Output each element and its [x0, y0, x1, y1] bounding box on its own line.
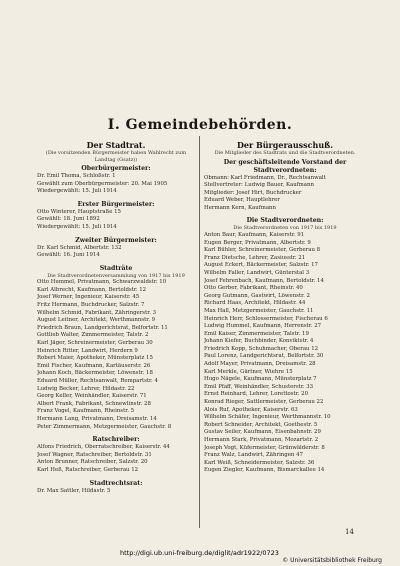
- page-number: 14: [345, 528, 354, 536]
- footer-url[interactable]: http://digi.ub.uni-freiburg.de/diglit/adr1922/0723: [120, 549, 279, 557]
- entry-line: Richard Haas, Architekt, Hildastr. 44: [204, 300, 306, 307]
- left-sections: [37, 165, 195, 498]
- entry-line: Robert Maier, Apotheker, Münsterplatz 15: [37, 355, 153, 362]
- entry-line: Adolf Mayer, Privatmann, Dreisamstr. 28: [204, 361, 316, 368]
- entry-line: Hermann Lang, Privatmann, Dreisamstr. 14: [37, 415, 157, 422]
- entry-line: Johann Kiefer, Buchbinder, Konviktstr. 4: [204, 338, 314, 345]
- entry-line: Robert Schneider, Architekt, Goethestr. 5: [204, 421, 318, 428]
- entry-line: Karl Merkle, Gärtner, Wiehre 15: [204, 368, 293, 375]
- entry-line: Anton Brunner, Ratschreiber, Salzstr. 20: [37, 459, 148, 466]
- section-heading: Zweiter Bürgermeister:: [75, 236, 157, 244]
- section-heading: Die Stadtverordneten:: [246, 217, 324, 225]
- entry-line: Karl Weiß, Schneidermeister, Salzstr. 36: [204, 459, 315, 466]
- entry-line: Georg Gutmann, Gastwirt, Löwenstr. 2: [204, 292, 310, 299]
- section-heading: Oberbürgermeister:: [81, 165, 151, 172]
- entry-line: Georg Keller, Weinhändler, Kaiserstr. 71: [37, 393, 147, 400]
- entry-line: Gewählt: 18. Juni 1892: [37, 216, 100, 223]
- right-column-heading: Der Bürgerausschuß.: [236, 140, 334, 150]
- entry-line: Gewählt: 16. Juni 1914: [37, 252, 100, 259]
- section: [204, 217, 366, 478]
- entry-line: Anton Baur, Kaufmann, Kaiserstr. 91: [204, 231, 305, 238]
- section: [37, 237, 195, 263]
- entry-line: Heinrich Ritter, Landwirt, Herdern 9: [37, 347, 138, 354]
- entry-line: Alfons Friedrich, Oberratschreiber, Kaiserstr. 44: [37, 444, 170, 451]
- entry-line: Josef Wagner, Ratschreiber, Bertoldstr. 31: [37, 451, 152, 458]
- section: [37, 436, 195, 477]
- entry-line: Ludwig Becker, Lehrer, Hildastr. 22: [37, 385, 135, 392]
- entry-line: Obmann: Karl Friedmann, Dr., Rechtsanwalt: [204, 174, 326, 181]
- entry-line: Karl Jäger, Schreinermeister, Gerberau 30: [37, 340, 153, 346]
- entry-line: Hermann Kern, Kaufmann: [204, 204, 276, 211]
- entry-line: Emil Kaiser, Zimmermeister, Talstr. 19: [204, 330, 309, 337]
- entry-line: Paul Lorenz, Landgerichtsrat, Belfortstr. 30: [204, 353, 324, 360]
- entry-line: Otto Hummel, Privatmann, Schwarzwaldstr. 10: [37, 279, 167, 286]
- left-column: [37, 140, 195, 498]
- entry-line: Wilhelm Schmid, Fabrikant, Zähringerstr. 3: [37, 309, 157, 316]
- entry-line: Wiedergewählt: 15. Juli 1914: [37, 223, 117, 230]
- section-heading: Ratschreiber:: [92, 436, 140, 444]
- entry-line: Peter Zimmermann, Metzgermeister, Gauchstr. 8: [37, 423, 172, 430]
- entry-line: Friedrich Braun, Landgerichtsrat, Belfortstr. 11: [37, 324, 168, 331]
- footer-copyright: © Universitätsbibliothek Freiburg: [282, 557, 382, 564]
- section-heading: Stadträte: [99, 264, 133, 272]
- right-column: [204, 140, 366, 478]
- entry-line: Eduard Müller, Rechtsanwalt, Rempartstr. 4: [37, 377, 158, 384]
- left-column-note: (Die vorsitzenden Bürgermeister haben Wahlrecht zum Landtag (Gsatz)): [45, 150, 187, 163]
- entry-line: Karl Bühler, Schreinermeister, Gerberau 8: [204, 247, 321, 254]
- entry-line: Konrad Rieger, Sattlermeister, Gerberau 22: [204, 399, 324, 406]
- entry-line: Gottlieb Walter, Zimmermeister, Talstr. 2: [37, 332, 149, 339]
- section-subtitle: Die Stadtverordneten von 1917 bis 1919: [233, 225, 337, 232]
- page-title: I. Gemeindebehörden.: [107, 117, 293, 133]
- entry-line: Wilhelm Schäfer, Ingenieur, Werthmannstr. 10: [204, 414, 331, 421]
- entry-line: Otto Gerber, Fabrikant, Rheinstr. 40: [204, 285, 303, 292]
- left-column-heading: Der Stadtrat.: [86, 140, 146, 150]
- section: [37, 165, 195, 199]
- section: [37, 480, 195, 499]
- entry-line: Karl Albrecht, Kaufmann, Bertoldstr. 12: [37, 286, 147, 293]
- entry-line: Max Hall, Metzgermeister, Gauchstr. 11: [204, 307, 314, 314]
- entry-line: Wilhelm Faller, Landwirt, Günterstal 3: [204, 269, 310, 276]
- entry-line: Stellvertreter: Ludwig Bauer, Kaufmann: [204, 182, 314, 189]
- entry-line: Mitglieder: Josef Hirt, Buchdrucker: [204, 189, 302, 196]
- entry-line: Alois Ruf, Apotheker, Kaiserstr. 63: [204, 406, 298, 413]
- entry-line: Gustav Seiler, Kaufmann, Eisenbahnstr. 29: [204, 429, 321, 436]
- entry-line: Eugen Ziegler, Kaufmann, Bismarckallee 14: [204, 467, 325, 474]
- entry-line: Josef Werner, Ingenieur, Kaiserstr. 45: [37, 294, 140, 301]
- section: [204, 159, 366, 216]
- entry-line: Friedrich Kopp, Schuhmacher, Oberau 12: [204, 345, 319, 352]
- section-subtitle: Die Stadtverordnetenversammlung von 1917 bis 1919: [47, 272, 185, 279]
- entry-line: Otto Winterer, Hauptstraße 15: [37, 208, 121, 215]
- entry-line: Dr. Karl Schmid, Albertstr. 132: [37, 244, 122, 251]
- right-sections: [204, 159, 366, 478]
- section: [37, 265, 195, 434]
- entry-line: Emil Pfaff, Weinhändler, Schusterstr. 33: [204, 383, 314, 390]
- entry-line: Wiedergewählt: 15. Juli 1914: [37, 188, 117, 195]
- entry-line: Emil Fischer, Kaufmann, Kartäuserstr. 26: [37, 362, 151, 369]
- entry-line: Johann Koch, Bäckermeister, Löwenstr. 18: [37, 370, 153, 377]
- entry-line: Heinrich Herr, Schlossermeister, Fischerau 6: [204, 315, 328, 322]
- entry-line: Dr. Emil Thoma, Schloßstr. 1: [37, 173, 116, 179]
- entry-line: Albert Frank, Fabrikant, Schnewlinstr. 28: [37, 400, 151, 407]
- entry-line: Franz Dietsche, Lehrer, Zasiusstr. 21: [204, 254, 306, 261]
- entry-line: August Eckert, Bäckermeister, Salzstr. 17: [204, 262, 318, 269]
- section-heading: Stadtrechtsrat:: [89, 479, 143, 487]
- entry-line: Eugen Berger, Privatmann, Albertstr. 9: [204, 239, 311, 246]
- entry-line: Franz Vogel, Kaufmann, Rheinstr. 5: [37, 408, 135, 415]
- entry-line: Ernst Reinhard, Lehrer, Lorettostr. 20: [204, 391, 309, 398]
- entry-line: August Leitner, Architekt, Werthmannstr. 9: [37, 317, 156, 324]
- section: [37, 201, 195, 235]
- entry-line: Fritz Hermann, Buchdrucker, Salzstr. 7: [37, 302, 145, 309]
- entry-line: Eduard Weber, Hauptlehrer: [204, 197, 280, 204]
- entry-line: Dr. Max Sattler, Hildastr. 5: [37, 487, 111, 494]
- entry-line: Joseph Vogt, Küfermeister, Grünwälderstr. 8: [204, 444, 325, 451]
- right-column-subtitle: Die Mitglieder des Stadtrats und die Stadtverordneten.: [214, 150, 356, 156]
- column-divider: [199, 136, 200, 528]
- section-heading: Erster Bürgermeister:: [77, 200, 155, 208]
- entry-line: Karl Heß, Ratschreiber, Gerberau 12: [37, 466, 139, 473]
- entry-line: Hermann Stark, Privatmann, Mozartstr. 2: [204, 437, 319, 443]
- entry-line: Franz Walz, Landwirt, Zähringen 47: [204, 452, 303, 459]
- entry-line: Hugo Nägele, Kaufmann, Münsterplatz 7: [204, 376, 317, 383]
- section-heading: Der geschäftsleitende Vorstand der Stadtverordneten:: [223, 158, 347, 174]
- entry-line: Gewählt zum Oberbürgermeister: 20. Mai 1905: [37, 180, 168, 187]
- entry-line: Josef Fehrenbach, Kaufmann, Bertoldstr. 14: [204, 277, 324, 284]
- entry-line: Ludwig Hummel, Kaufmann, Herrenstr. 27: [204, 323, 322, 330]
